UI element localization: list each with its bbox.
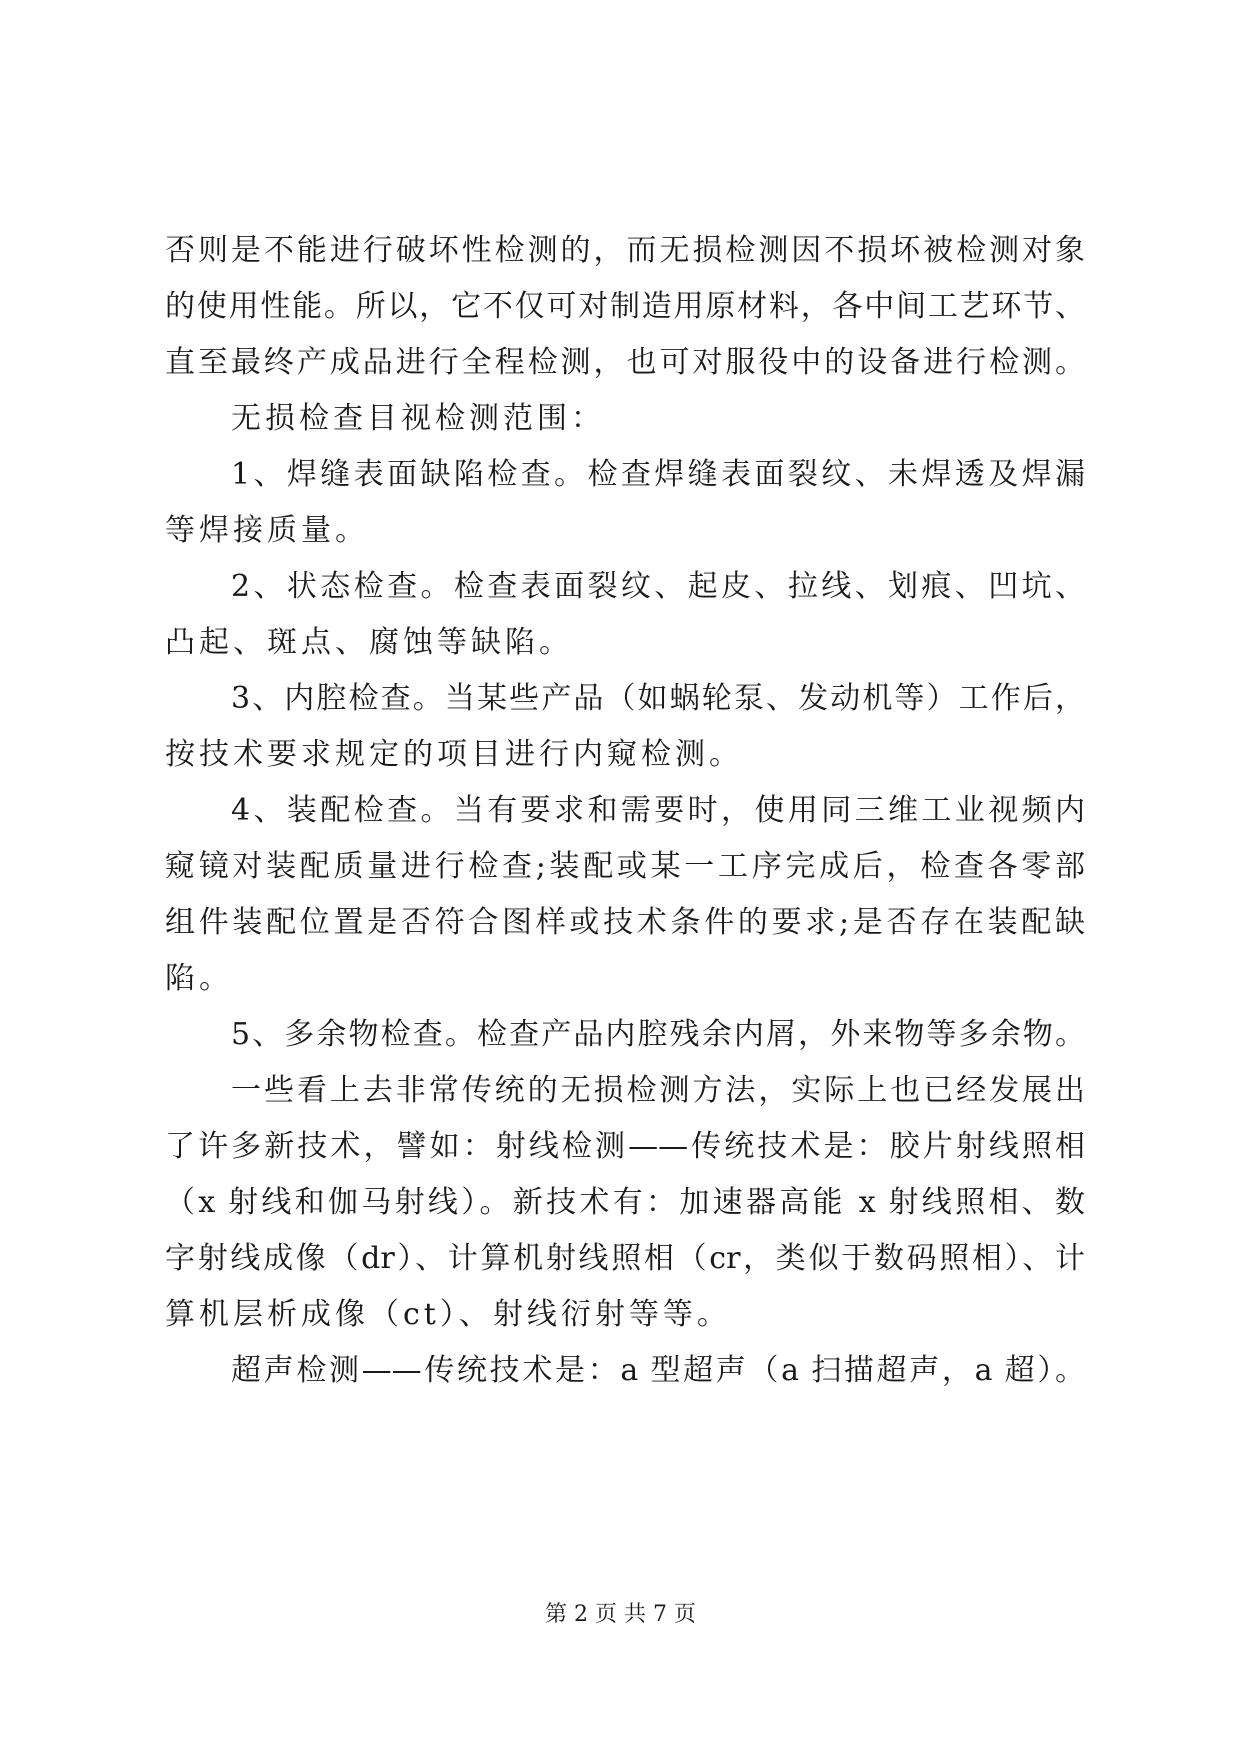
text-line: 超声检测——传统技术是：a 型超声（a 扫描超声，a 超）。	[231, 1353, 1085, 1388]
text-line: 3、内腔检查。当某些产品（如蜗轮泵、发动机等）工作后，	[231, 681, 1085, 716]
text-line: 5、多余物检查。检查产品内腔残余内屑，外来物等多余物。	[231, 1017, 1085, 1052]
text-line: 2、状态检查。检查表面裂纹、起皮、拉线、划痕、凹坑、	[231, 569, 1085, 604]
text-line: 按技术要求规定的项目进行内窥检测。	[165, 737, 743, 772]
text-line: 一些看上去非常传统的无损检测方法，实际上也已经发展出	[231, 1073, 1085, 1108]
text-line: 否则是不能进行破坏性检测的，而无损检测因不损坏被检测对象	[165, 233, 1085, 268]
text-line: 组件装配位置是否符合图样或技术条件的要求;是否存在装配缺	[165, 905, 1085, 940]
text-line: 的使用性能。所以，它不仅可对制造用原材料，各中间工艺环节、	[165, 289, 1085, 324]
text-line: （x 射线和伽马射线）。新技术有：加速器高能 x 射线照相、数	[165, 1185, 1085, 1220]
text-line: 4、装配检查。当有要求和需要时，使用同三维工业视频内	[231, 793, 1085, 828]
text-line: 陷。	[165, 961, 233, 996]
text-line: 字射线成像（dr）、计算机射线照相（cr，类似于数码照相）、计	[165, 1241, 1085, 1276]
text-line: 算机层析成像（ct）、射线衍射等等。	[165, 1297, 731, 1332]
text-line: 直至最终产成品进行全程检测，也可对服役中的设备进行检测。	[165, 345, 1085, 380]
page-number: 第 2 页 共 7 页	[545, 1602, 696, 1627]
text-line: 了许多新技术，譬如：射线检测——传统技术是：胶片射线照相	[165, 1129, 1085, 1164]
text-line: 凸起、斑点、腐蚀等缺陷。	[165, 625, 573, 660]
text-line: 等焊接质量。	[165, 513, 369, 548]
section-heading: 无损检查目视检测范围：	[231, 401, 605, 436]
text-line: 1、焊缝表面缺陷检查。检查焊缝表面裂纹、未焊透及焊漏	[231, 457, 1085, 492]
text-line: 窥镜对装配质量进行检查;装配或某一工序完成后，检查各零部	[165, 849, 1085, 884]
